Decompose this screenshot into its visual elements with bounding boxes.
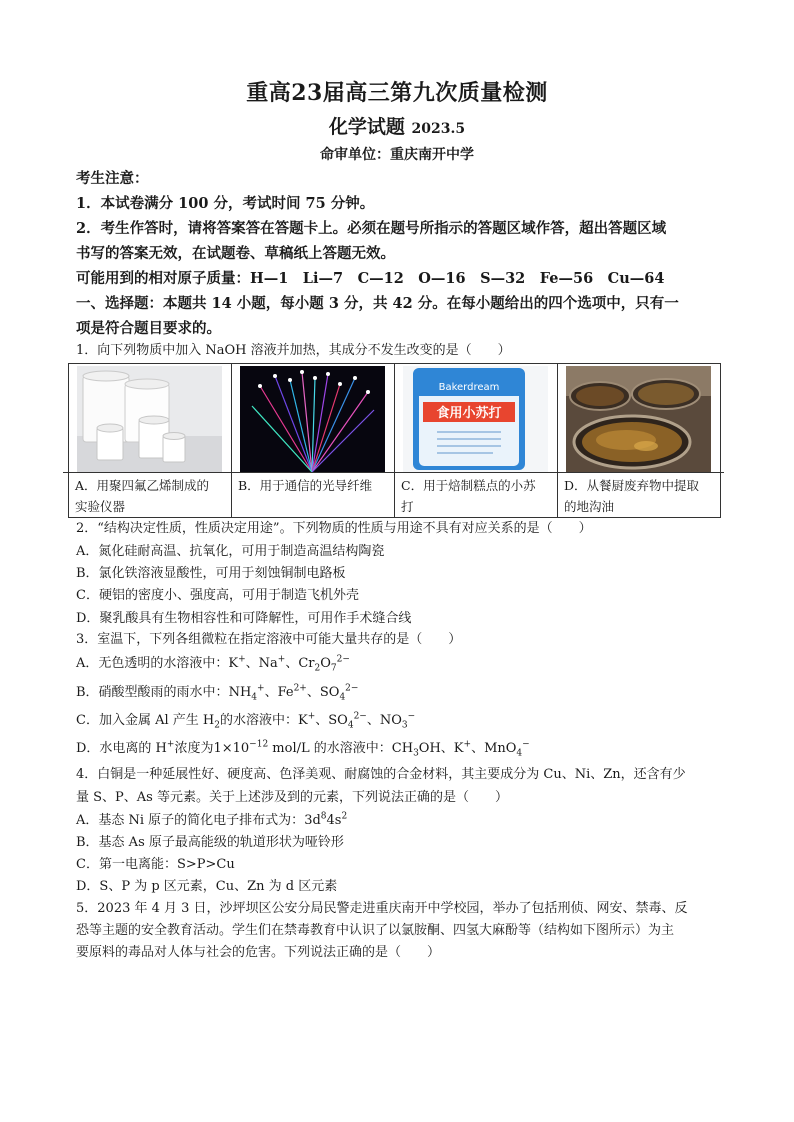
q2-option-c: C．硬铝的密度小、强度高，可用于制造飞机外壳 xyxy=(76,588,359,603)
school-line: 命审单位：重庆南开中学 xyxy=(320,147,474,163)
exam-title: 重高23届高三第九次质量检测 xyxy=(246,80,548,106)
q1-option-d-caption: D．从餐厨废弃物中提取 的地沟油 xyxy=(564,472,716,517)
q4-option-b: B．基态 As 原子最高能级的轨道形状为哑铃形 xyxy=(76,835,344,850)
q4-option-c: C．第一电离能：S>P>Cu xyxy=(76,857,235,872)
q5-line2: 恐等主题的安全教育活动。学生们在禁毒教育中认识了以氯胺酮、四氢大麻酚等（结构如下图所示）为主 xyxy=(76,923,675,938)
q4-option-d: D．S、P 为 p 区元素，Cu、Zn 为 d 区元素 xyxy=(76,879,338,894)
q2-option-b: B．氯化铁溶液显酸性，可用于刻蚀铜制电路板 xyxy=(76,566,346,581)
notice-heading: 考生注意： xyxy=(76,170,149,187)
section1-line2: 项是符合题目要求的。 xyxy=(76,320,221,337)
baking-soda-bag-image xyxy=(403,366,549,472)
q1-option-table xyxy=(68,363,721,518)
atomic-mass-line: 可能用到的相对原子质量：H—1 Li—7 C—12 O—16 S—32 Fe—56 Cu—64 xyxy=(76,270,665,287)
q4-option-a: A．基态 Ni 原子的简化电子排布式为：$3d^84s^2$ xyxy=(76,811,348,828)
q1-option-a xyxy=(69,364,232,517)
subject-title xyxy=(0,112,794,139)
q3-option-b: B．硝酸型酸雨的雨水中：$NH_4^+$、$Fe^{2+}$、$SO_4^{2-}$ xyxy=(76,683,359,703)
notice-item-2a: 2．考生作答时，请将答案答在答题卡上。必须在题号所指示的答题区域作答，超出答题区域 xyxy=(76,220,667,237)
bag-label-text: 食用小苏打 xyxy=(436,406,502,421)
q4-stem-line1: 4．白铜是一种延展性好、硬度高、色泽美观、耐腐蚀的合金材料，其主要成分为 Cu、Ni、Zn，还含有少 xyxy=(76,767,686,782)
optical-fiber-image xyxy=(240,366,386,472)
exam-date: 2023.5 xyxy=(411,121,466,137)
q1-option-c xyxy=(395,364,558,517)
q5-line3: 要原料的毒品对人体与社会的危害。下列说法正确的是（ ） xyxy=(76,945,441,960)
waste-oil-pots-image xyxy=(566,366,712,472)
q1-option-b-caption: B．用于通信的光导纤维 xyxy=(238,472,390,496)
q4-stem-line2: 量 S、P、As 等元素。关于上述涉及到的元素，下列说法正确的是（ ） xyxy=(76,790,508,805)
ptfe-beakers-image xyxy=(77,366,223,472)
q2-option-a: A．氮化硅耐高温、抗氧化，可用于制造高温结构陶瓷 xyxy=(76,544,385,559)
bag-brand-text: Bakerdream xyxy=(438,382,500,393)
notice-item-2b: 书写的答案无效，在试题卷、草稿纸上答题无效。 xyxy=(76,245,395,262)
q1-option-c-caption: C．用于焙制糕点的小苏 打 xyxy=(401,472,553,517)
section1-line1: 一、选择题：本题共 14 小题，每小题 3 分，共 42 分。在每小题给出的四个选项中，只有一 xyxy=(76,295,679,312)
q1-option-b xyxy=(232,364,395,517)
q3-option-d: D．水电离的 H+浓度为$1\times 10^{-12}$ mol/L 的水溶液中：$CH_3OH$、K+、MnO$_4$− xyxy=(76,739,530,759)
q2-option-d: D．聚乳酸具有生物相容性和可降解性，可用作手术缝合线 xyxy=(76,611,412,626)
q1-stem: 1．向下列物质中加入 NaOH 溶液并加热，其成分不发生改变的是（ ） xyxy=(76,343,511,358)
q1-option-d xyxy=(558,364,720,517)
q1-option-a-caption: A．用聚四氟乙烯制成的 实验仪器 xyxy=(75,472,227,517)
notice-item-1: 1．本试卷满分 100 分，考试时间 75 分钟。 xyxy=(76,195,375,212)
subject-name: 化学试题 xyxy=(328,116,405,138)
q3-stem: 3．室温下，下列各组微粒在指定溶液中可能大量共存的是（ ） xyxy=(76,632,462,647)
q5-line1: 5．2023 年 4 月 3 日，沙坪坝区公安分局民警走进重庆南开中学校园，举办了包括刑侦、网安、禁毒、反 xyxy=(76,901,688,916)
q2-stem: 2．“结构决定性质，性质决定用途”。下列物质的性质与用途不具有对应关系的是（ ） xyxy=(76,521,592,536)
q3-option-c: C．加入金属 Al 产生 $H_2$的水溶液中：K+、$SO_4^{2-}$、$NO_3^-$ xyxy=(76,711,416,731)
q3-option-a: A．无色透明的水溶液中：K+、Na+、$Cr_2O_7^{2-}$ xyxy=(76,654,350,674)
